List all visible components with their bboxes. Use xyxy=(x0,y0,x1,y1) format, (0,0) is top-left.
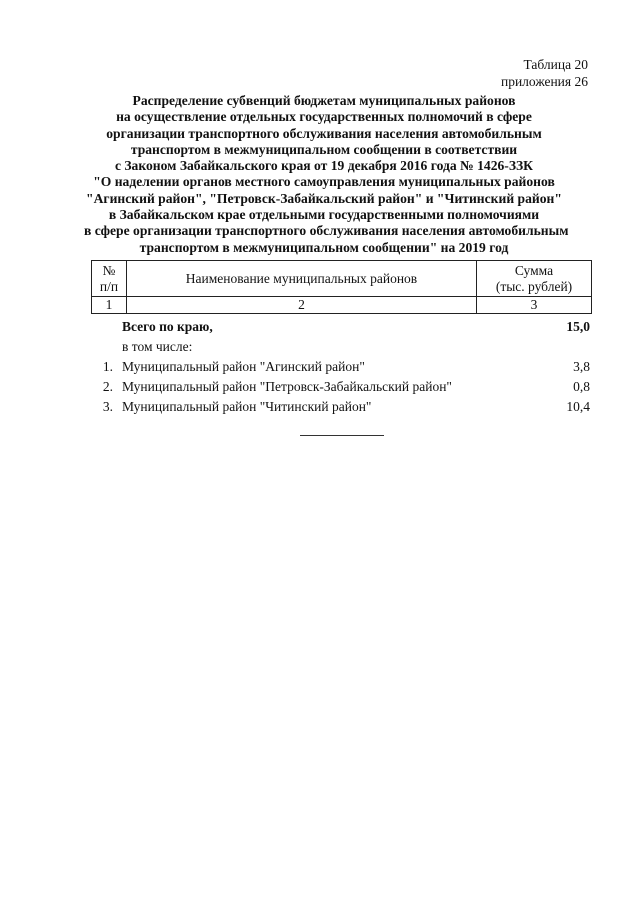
header-num-line1: № xyxy=(102,262,116,278)
table-row xyxy=(91,398,592,418)
header-sum-cell xyxy=(477,261,592,297)
title-line: организации транспортного обслуживания населения автомобильным xyxy=(106,125,542,141)
row-value: 3,8 xyxy=(573,359,590,374)
table-row xyxy=(91,358,592,378)
subtotal-label: в том числе: xyxy=(122,339,193,354)
title-line: на осуществление отдельных государственных полномочий в сфере xyxy=(116,109,532,125)
column-number: 1 xyxy=(92,297,127,314)
title-line: транспортом в межмуниципальном сообщении" на 2019 год xyxy=(139,239,509,255)
table-number: Таблица 20 xyxy=(523,57,588,72)
row-name: Муниципальный район "Агинский район" xyxy=(122,359,365,374)
end-divider xyxy=(300,435,384,436)
title-line: Распределение субвенций бюджетам муниципальных районов xyxy=(132,93,516,108)
column-number: 2 xyxy=(127,297,477,314)
table-header xyxy=(91,260,592,314)
table-body xyxy=(91,318,592,418)
header-name: Наименование муниципальных районов xyxy=(185,270,418,286)
header-num-cell xyxy=(92,261,127,297)
title-line: транспортом в межмуниципальном сообщении в соответствии xyxy=(130,141,518,157)
title-line: "О наделении органов местного самоуправления муниципальных районов xyxy=(93,174,555,190)
title-line: с Законом Забайкальского края от 19 декабря 2016 года № 1426-ЗЗК xyxy=(114,158,534,174)
row-number: 3. xyxy=(102,399,113,414)
title-line: "Агинский район", "Петровск-Забайкальский район" и "Читинский район" xyxy=(86,190,562,206)
header-num-line2: п/п xyxy=(99,278,119,294)
table-row xyxy=(91,378,592,398)
table-reference xyxy=(501,56,588,90)
column-number: 3 xyxy=(477,297,592,314)
subtotal-row xyxy=(91,338,592,358)
header-row xyxy=(92,261,592,297)
document-title xyxy=(84,93,569,256)
title-line: в сфере организации транспортного обслуживания населения автомобильным xyxy=(84,223,569,239)
appendix-number: приложения 26 xyxy=(500,74,588,89)
total-row xyxy=(91,318,592,338)
header-name-cell xyxy=(127,261,477,297)
title-line: в Забайкальском крае отдельными государственными полномочиями xyxy=(108,207,540,223)
row-number: 1. xyxy=(102,359,113,374)
row-value: 10,4 xyxy=(566,399,590,414)
header-sum-line2: (тыс. рублей) xyxy=(495,278,573,294)
total-value: 15,0 xyxy=(566,319,590,334)
header-sum-line1: Сумма xyxy=(514,262,554,278)
total-label: Всего по краю, xyxy=(122,319,213,334)
row-number: 2. xyxy=(102,379,113,394)
row-name: Муниципальный район "Петровск-Забайкальский район" xyxy=(122,379,452,394)
column-number-row xyxy=(92,297,592,314)
row-name: Муниципальный район "Читинский район" xyxy=(122,399,372,414)
row-value: 0,8 xyxy=(573,379,590,394)
